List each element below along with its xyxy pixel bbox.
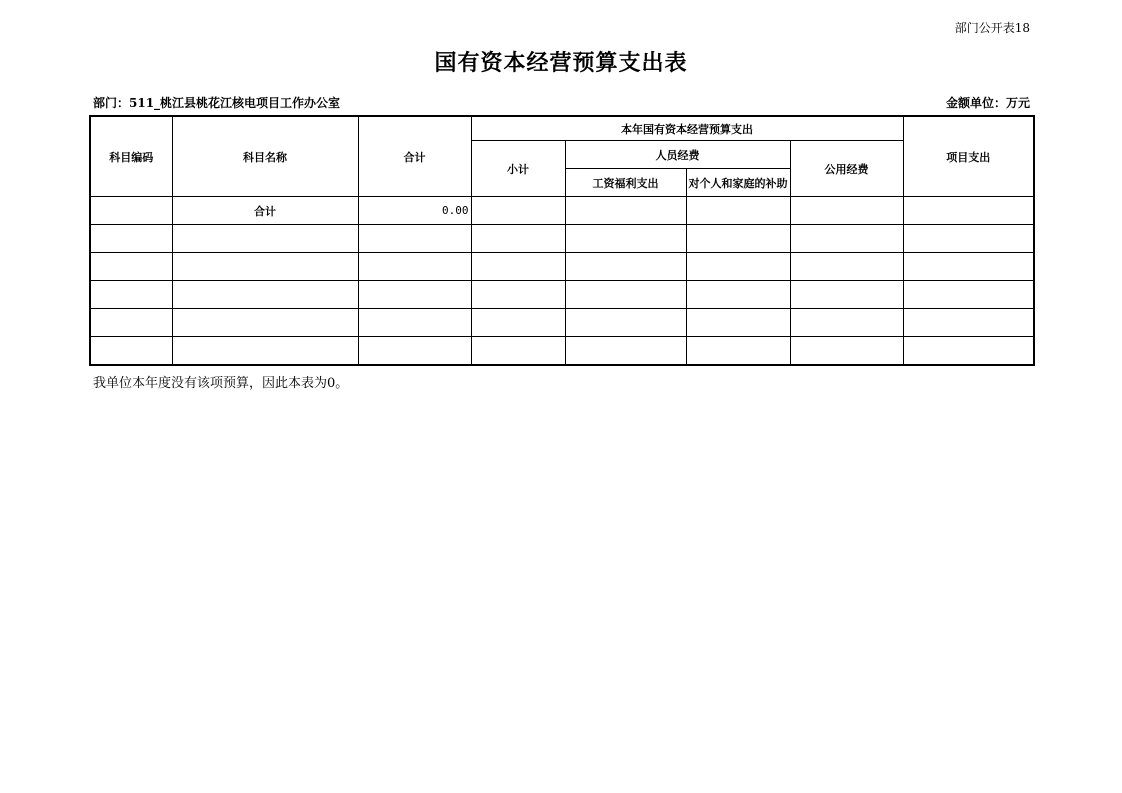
table-body <box>90 197 1034 366</box>
budget-table <box>89 115 1035 366</box>
header-code: 科目编码 <box>90 116 172 197</box>
cell-project <box>903 225 1034 253</box>
header-public: 公用经费 <box>790 141 903 197</box>
header-subsidies: 对个人和家庭的补助 <box>686 169 790 197</box>
header-personnel: 人员经费 <box>565 141 790 169</box>
cell-subsidies <box>686 197 790 225</box>
cell-total <box>358 337 471 366</box>
page-title: 国有资本经营预算支出表 <box>434 50 688 76</box>
cell-public <box>790 337 903 366</box>
department-label: 部门：511_桃江县桃花江核电项目工作办公室 <box>93 96 341 110</box>
cell-subsidies <box>686 281 790 309</box>
cell-subsidies <box>686 337 790 366</box>
cell-subsidies <box>686 225 790 253</box>
cell-code <box>90 309 172 337</box>
cell-wages <box>565 253 686 281</box>
cell-subtotal <box>471 225 565 253</box>
cell-name <box>172 253 358 281</box>
cell-total <box>358 225 471 253</box>
cell-code <box>90 337 172 366</box>
cell-subtotal <box>471 197 565 225</box>
cell-total <box>358 309 471 337</box>
cell-project <box>903 281 1034 309</box>
cell-public <box>790 225 903 253</box>
cell-name <box>172 337 358 366</box>
cell-wages <box>565 225 686 253</box>
cell-public <box>790 197 903 225</box>
header-wages: 工资福利支出 <box>565 169 686 197</box>
cell-project <box>903 197 1034 225</box>
table-row <box>90 337 1034 366</box>
cell-subsidies <box>686 309 790 337</box>
cell-code <box>90 281 172 309</box>
header-total: 合计 <box>358 116 471 197</box>
table-row <box>90 197 1034 225</box>
cell-project <box>903 253 1034 281</box>
table-row <box>90 225 1034 253</box>
cell-subtotal <box>471 337 565 366</box>
cell-public <box>790 281 903 309</box>
page-number: 部门公开表18 <box>954 21 1030 35</box>
cell-subtotal <box>471 253 565 281</box>
cell-wages <box>565 337 686 366</box>
table-row <box>90 281 1034 309</box>
cell-name <box>172 225 358 253</box>
cell-total <box>358 281 471 309</box>
cell-subsidies <box>686 253 790 281</box>
cell-wages <box>565 281 686 309</box>
cell-total <box>358 253 471 281</box>
cell-subtotal <box>471 309 565 337</box>
amount-unit-label: 金额单位：万元 <box>945 96 1030 110</box>
cell-name: 合计 <box>172 197 358 225</box>
cell-code <box>90 197 172 225</box>
table-row <box>90 253 1034 281</box>
table-row <box>90 309 1034 337</box>
table-header <box>90 116 1034 197</box>
cell-project <box>903 309 1034 337</box>
cell-public <box>790 253 903 281</box>
header-current-year: 本年国有资本经营预算支出 <box>471 116 903 141</box>
cell-wages <box>565 197 686 225</box>
header-name: 科目名称 <box>172 116 358 197</box>
cell-code <box>90 225 172 253</box>
cell-public <box>790 309 903 337</box>
cell-code <box>90 253 172 281</box>
cell-project <box>903 337 1034 366</box>
header-subtotal: 小计 <box>471 141 565 197</box>
cell-name <box>172 281 358 309</box>
cell-subtotal <box>471 281 565 309</box>
footnote: 我单位本年度没有该项预算，因此本表为0。 <box>93 376 349 391</box>
cell-total: 0.00 <box>358 197 471 225</box>
header-project: 项目支出 <box>903 116 1034 197</box>
cell-wages <box>565 309 686 337</box>
cell-name <box>172 309 358 337</box>
